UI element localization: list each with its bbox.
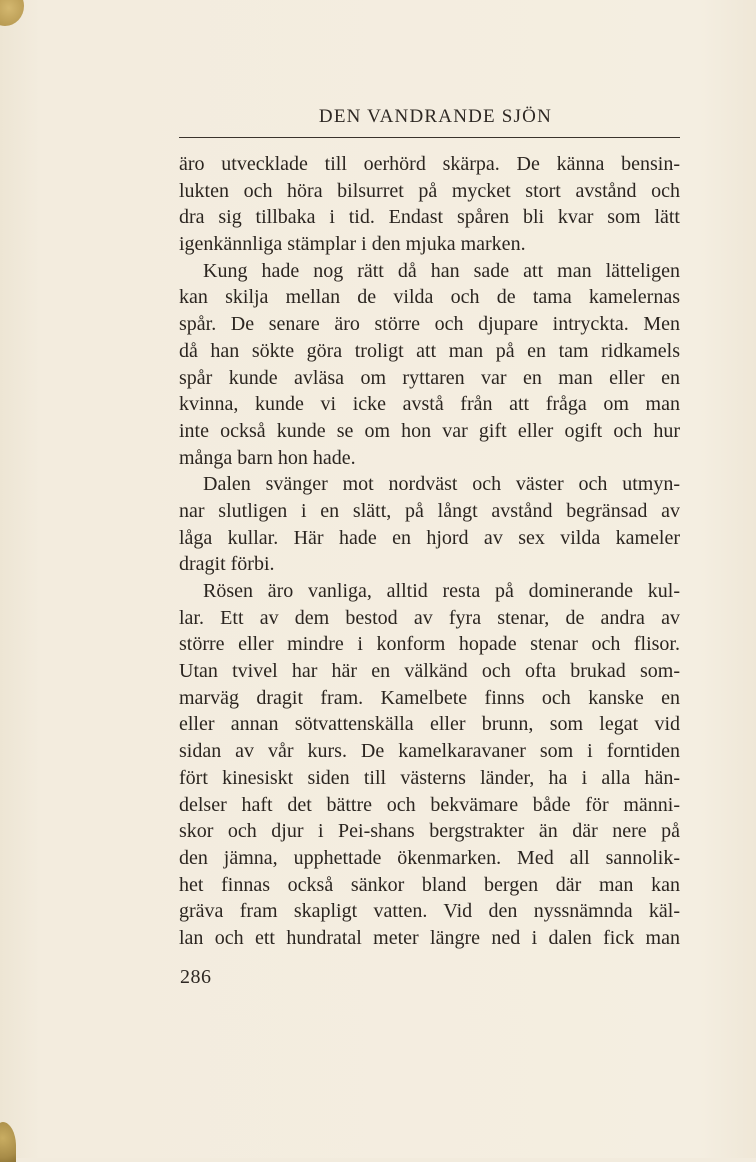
header-rule xyxy=(179,137,680,138)
text-line: inte också kunde se om hon var gift eller ogift och hur xyxy=(179,419,680,442)
page-number: 286 xyxy=(180,966,212,988)
text-line: låga kullar. Här hade en hjord av sex vilda kameler xyxy=(179,526,680,549)
text-line: lar. Ett av dem bestod av fyra stenar, de andra av xyxy=(179,606,680,629)
text-line: marväg dragit fram. Kamelbete finns och kanske en xyxy=(179,686,680,709)
text-line: Dalen svänger mot nordväst och väster och utmyn- xyxy=(203,473,680,496)
body-text xyxy=(179,151,680,952)
running-head: DEN VANDRANDE SJÖN xyxy=(318,106,552,127)
corner-stain-bottom xyxy=(0,1122,16,1162)
text-line: fört kinesiskt siden till västerns länder, ha i alla hän- xyxy=(179,766,680,789)
corner-stain-top xyxy=(0,0,24,26)
text-line: spår. De senare äro större och djupare intryckta. Men xyxy=(179,313,680,336)
text-line: Rösen äro vanliga, alltid resta på dominerande kul- xyxy=(203,580,680,602)
text-line: het finnas också sänkor bland bergen där man kan xyxy=(179,873,680,896)
text-line: Kung hade nog rätt då han sade att man lätteligen xyxy=(203,259,680,282)
text-line: nar slutligen i en slätt, på långt avstånd begränsad av xyxy=(179,499,680,522)
text-line: delser haft det bättre och bekvämare både för männi- xyxy=(179,793,680,816)
text-line: Utan tvivel har här en välkänd och ofta brukad som- xyxy=(179,660,680,683)
text-line: äro utvecklade till oerhörd skärpa. De känna bensin- xyxy=(179,153,680,175)
text-line: kan skilja mellan de vilda och de tama kamelernas xyxy=(179,286,680,309)
text-line: den jämna, upphettade ökenmarken. Med all sannolik- xyxy=(179,846,680,869)
text-line: eller annan sötvattenskälla eller brunn, som legat vid xyxy=(179,713,680,736)
text-line: större eller mindre i konform hopade stenar och flisor. xyxy=(179,633,680,656)
text-line: dra sig tillbaka i tid. Endast spåren bli kvar som lätt xyxy=(179,206,680,229)
text-line: sidan av vår kurs. De kamelkaravaner som i forntiden xyxy=(179,740,680,763)
text-line: skor och djur i Pei-shans bergstrakter än där nere på xyxy=(179,820,680,843)
text-line: gräva fram skapligt vatten. Vid den nyssnämnda käl- xyxy=(179,900,680,923)
text-line: igenkännliga stämplar i den mjuka marken. xyxy=(179,233,526,256)
text-line: lan och ett hundratal meter längre ned i dalen fick man xyxy=(179,926,680,949)
text-line: lukten och höra bilsurret på mycket stort avstånd och xyxy=(179,179,680,202)
text-line: dragit förbi. xyxy=(179,553,275,576)
text-line: många barn hon hade. xyxy=(179,446,356,469)
text-line: spår kunde avläsa om ryttaren var en man eller en xyxy=(179,366,680,389)
text-line: kvinna, kunde vi icke avstå från att fråga om man xyxy=(179,393,680,416)
text-line: då han sökte göra troligt att man på en tam ridkamels xyxy=(179,339,680,362)
